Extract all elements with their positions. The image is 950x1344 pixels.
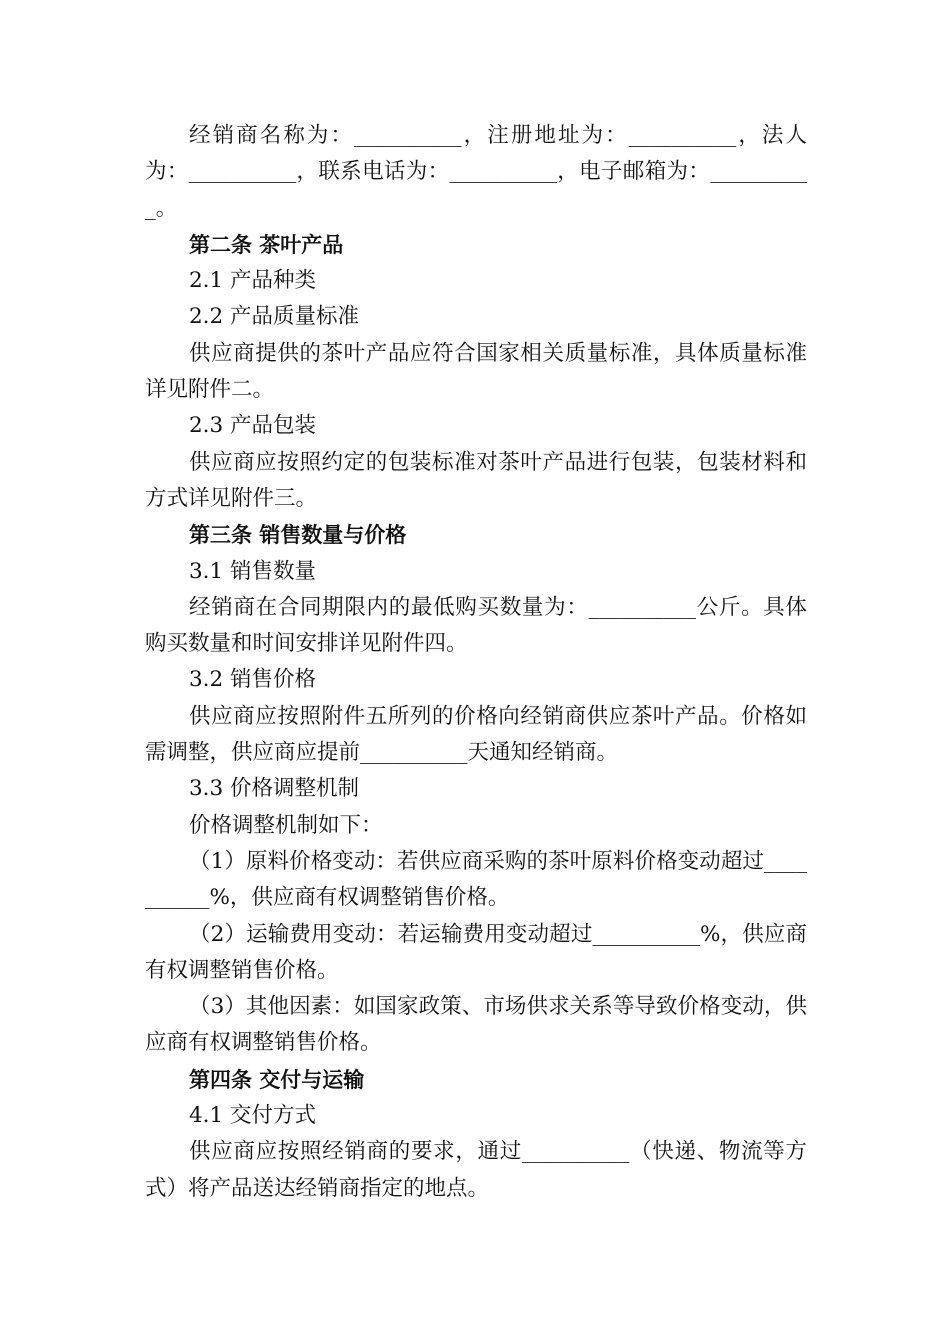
section-heading-article-4: 第四条 交付与运输 — [189, 1067, 365, 1092]
packaging-paragraph: 供应商应按照约定的包装标准对茶叶产品进行包装，包装材料和方式详见附件三。 — [145, 449, 807, 511]
subsection-4-1: 4.1 交付方式 — [189, 1103, 317, 1129]
subsection-2-2: 2.2 产品质量标准 — [189, 304, 360, 330]
document-body — [145, 118, 807, 1207]
price-mechanism-item-3: （3）其他因素：如国家政策、市场供求关系等导致价格变动，供应商有权调整销售价格。 — [145, 994, 807, 1056]
section-heading-article-2: 第二条 茶叶产品 — [189, 232, 344, 257]
sales-price-paragraph: 供应商应按照附件五所列的价格向经销商供应茶叶产品。价格如需调整，供应商应提前__________天通知经销商。 — [145, 703, 807, 766]
subsection-3-2: 3.2 销售价格 — [189, 667, 317, 693]
sales-quantity-paragraph: 经销商在合同期限内的最低购买数量为：__________公斤。具体购买数量和时间安排详见附件四。 — [145, 594, 807, 657]
delivery-method-paragraph: 供应商应按照经销商的要求，通过__________（快递、物流等方式）将产品送达经销商指定的地点。 — [145, 1139, 807, 1201]
price-mechanism-intro: 价格调整机制如下： — [189, 812, 383, 838]
subsection-3-3: 3.3 价格调整机制 — [189, 776, 360, 802]
section-heading-article-3: 第三条 销售数量与价格 — [189, 523, 407, 548]
dealer-info-paragraph: 经销商名称为：__________，注册地址为：__________，法人为：__________，联系电话为：__________，电子邮箱为：__________。 — [145, 123, 807, 221]
price-mechanism-item-1: （1）原料价格变动：若供应商采购的茶叶原料价格变动超过__________%，供应商有权调整销售价格。 — [145, 848, 807, 911]
subsection-3-1: 3.1 销售数量 — [189, 558, 317, 584]
subsection-2-1: 2.1 产品种类 — [189, 268, 317, 294]
price-mechanism-item-2: （2）运输费用变动：若运输费用变动超过__________%，供应商有权调整销售价格。 — [145, 921, 807, 983]
subsection-2-3: 2.3 产品包装 — [189, 413, 317, 439]
quality-standard-paragraph: 供应商提供的茶叶产品应符合国家相关质量标准，具体质量标准详见附件二。 — [145, 340, 807, 403]
